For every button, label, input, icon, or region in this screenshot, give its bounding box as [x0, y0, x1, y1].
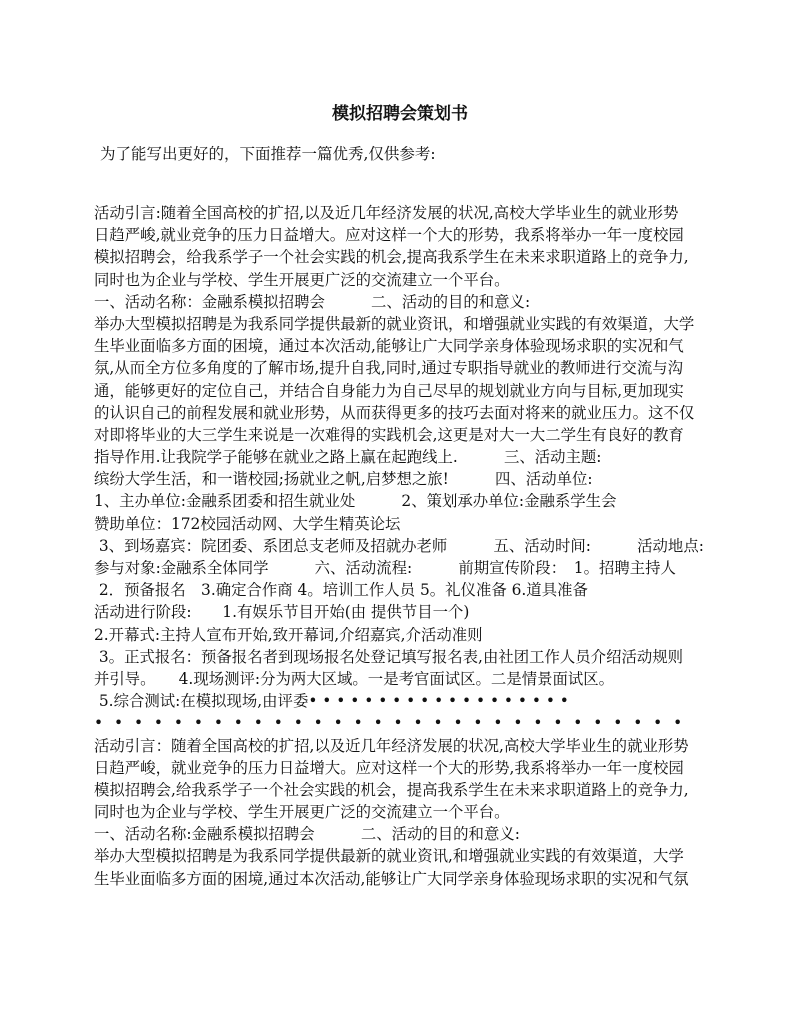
body-line: 的认识自己的前程发展和就业形势，从而获得更多的技巧去面对将来的就业压力。这不仅 [94, 403, 695, 422]
body-line: 活动引言:随着全国高校的扩招,以及近几年经济发展的状况,高校大学毕业生的就业形势 [94, 204, 679, 222]
body-line: 1、主办单位:金融系团委和招生就业处 2、策划承办单位:金融系学生会 [94, 492, 617, 511]
document-title: 模拟招聘会策划书 [332, 104, 468, 124]
body-line: 举办大型模拟招聘是为我系同学提供最新的就业资讯，和增强就业实践的有效渠道，大学 [94, 314, 695, 333]
body-line: 赞助单位：172校园活动网、大学生精英论坛 [94, 514, 401, 533]
body-line: 生毕业面临多方面的困境，通过本次活动,能够让广大同学亲身体验现场求职的实况和气 [94, 337, 684, 356]
body-line: 生毕业面临多方面的困境,通过本次活动,能够让广大同学亲身体验现场求职的实况和气氛 [94, 869, 689, 888]
section-heading-line: 一、活动名称：金融系模拟招聘会 二、活动的目的和意义: [94, 292, 531, 311]
body-line: 并引导。 4.现场测评:分为两大区域。一是考官面试区。二是情景面试区。 [94, 669, 615, 688]
body-line: 日趋严峻，就业竞争的压力日益增大。应对这样一个大的形势,我系将举办一年一度校园 [94, 758, 684, 777]
dot-leader-line: • • • • • • • • • • • • • • • • • • • • • • • • • • • • • • [94, 714, 686, 733]
body-line: 同时也为企业与学校、学生开展更广泛的交流建立一个平台。 [94, 803, 510, 822]
section-heading-line: 一、活动名称:金融系模拟招聘会 二、活动的目的和意义: [94, 825, 520, 844]
body-line: 3、到场嘉宾：院团委、系团总支老师及招就办老师 五、活动时间: 活动地点: [94, 536, 704, 555]
document-body [94, 202, 714, 890]
body-line: 对即将毕业的大三学生来说是一次难得的实践机会,这更是对大一大二学生有良好的教育 [94, 425, 684, 444]
body-line: 日趋严峻,就业竞争的压力日益增大。应对这样一个大的形势，我系将举办一年一度校园 [94, 226, 684, 245]
body-line: 通，能够更好的定位自己，并结合自身能力为自己尽早的规划就业方向与目标,更加现实 [94, 381, 684, 400]
body-line: 举办大型模拟招聘是为我系同学提供最新的就业资讯,和增强就业实践的有效渠道，大学 [94, 847, 684, 866]
body-line: 同时也为企业与学校、学生开展更广泛的交流建立一个平台。 [94, 270, 510, 289]
body-line: 氛,从而全方位多角度的了解市场,提升自我,同时,通过专职指导就业的教师进行交流与沟 [94, 359, 684, 378]
body-line: 参与对象:金融系全体同学 六、活动流程: 前期宣传阶段： 1。招聘主持人 [94, 559, 676, 577]
body-line: 活动引言：随着全国高校的扩招,以及近几年经济发展的状况,高校大学毕业生的就业形势 [94, 736, 689, 755]
body-line: 5.综合测试:在模拟现场,由评委• • • • • • • • • • • • • • • • • • • [94, 692, 569, 711]
body-line: 2.开幕式:主持人宣布开始,致开幕词,介绍嘉宾,介活动准则 [94, 625, 483, 644]
body-line: 2．预备报名 3.确定合作商 4。培训工作人员 5。礼仪准备 6.道具准备 [94, 581, 588, 600]
intro-text: 为了能写出更好的，下面推荐一篇优秀,仅供参考: [100, 145, 436, 163]
body-line: 活动进行阶段: 1.有娱乐节目开始(由 提供节目一个) [94, 603, 470, 622]
body-line: 模拟招聘会,给我系学子一个社会实践的机会，提高我系学生在未来求职道路上的竞争力, [94, 780, 689, 799]
body-line: 3。正式报名：预备报名者到现场报名处登记填写报名表,由社团工作人员介绍活动规则 [94, 647, 684, 666]
body-line: 模拟招聘会，给我系学子一个社会实践的机会,提高我系学生在未来求职道路上的竞争力, [94, 248, 689, 267]
body-line: 指导作用.让我院学子能够在就业之路上赢在起跑线上. 三、活动主题: [94, 448, 602, 467]
body-line: 缤纷大学生活，和一谐校园;扬就业之帆,启梦想之旅! 四、活动单位: [94, 470, 593, 489]
